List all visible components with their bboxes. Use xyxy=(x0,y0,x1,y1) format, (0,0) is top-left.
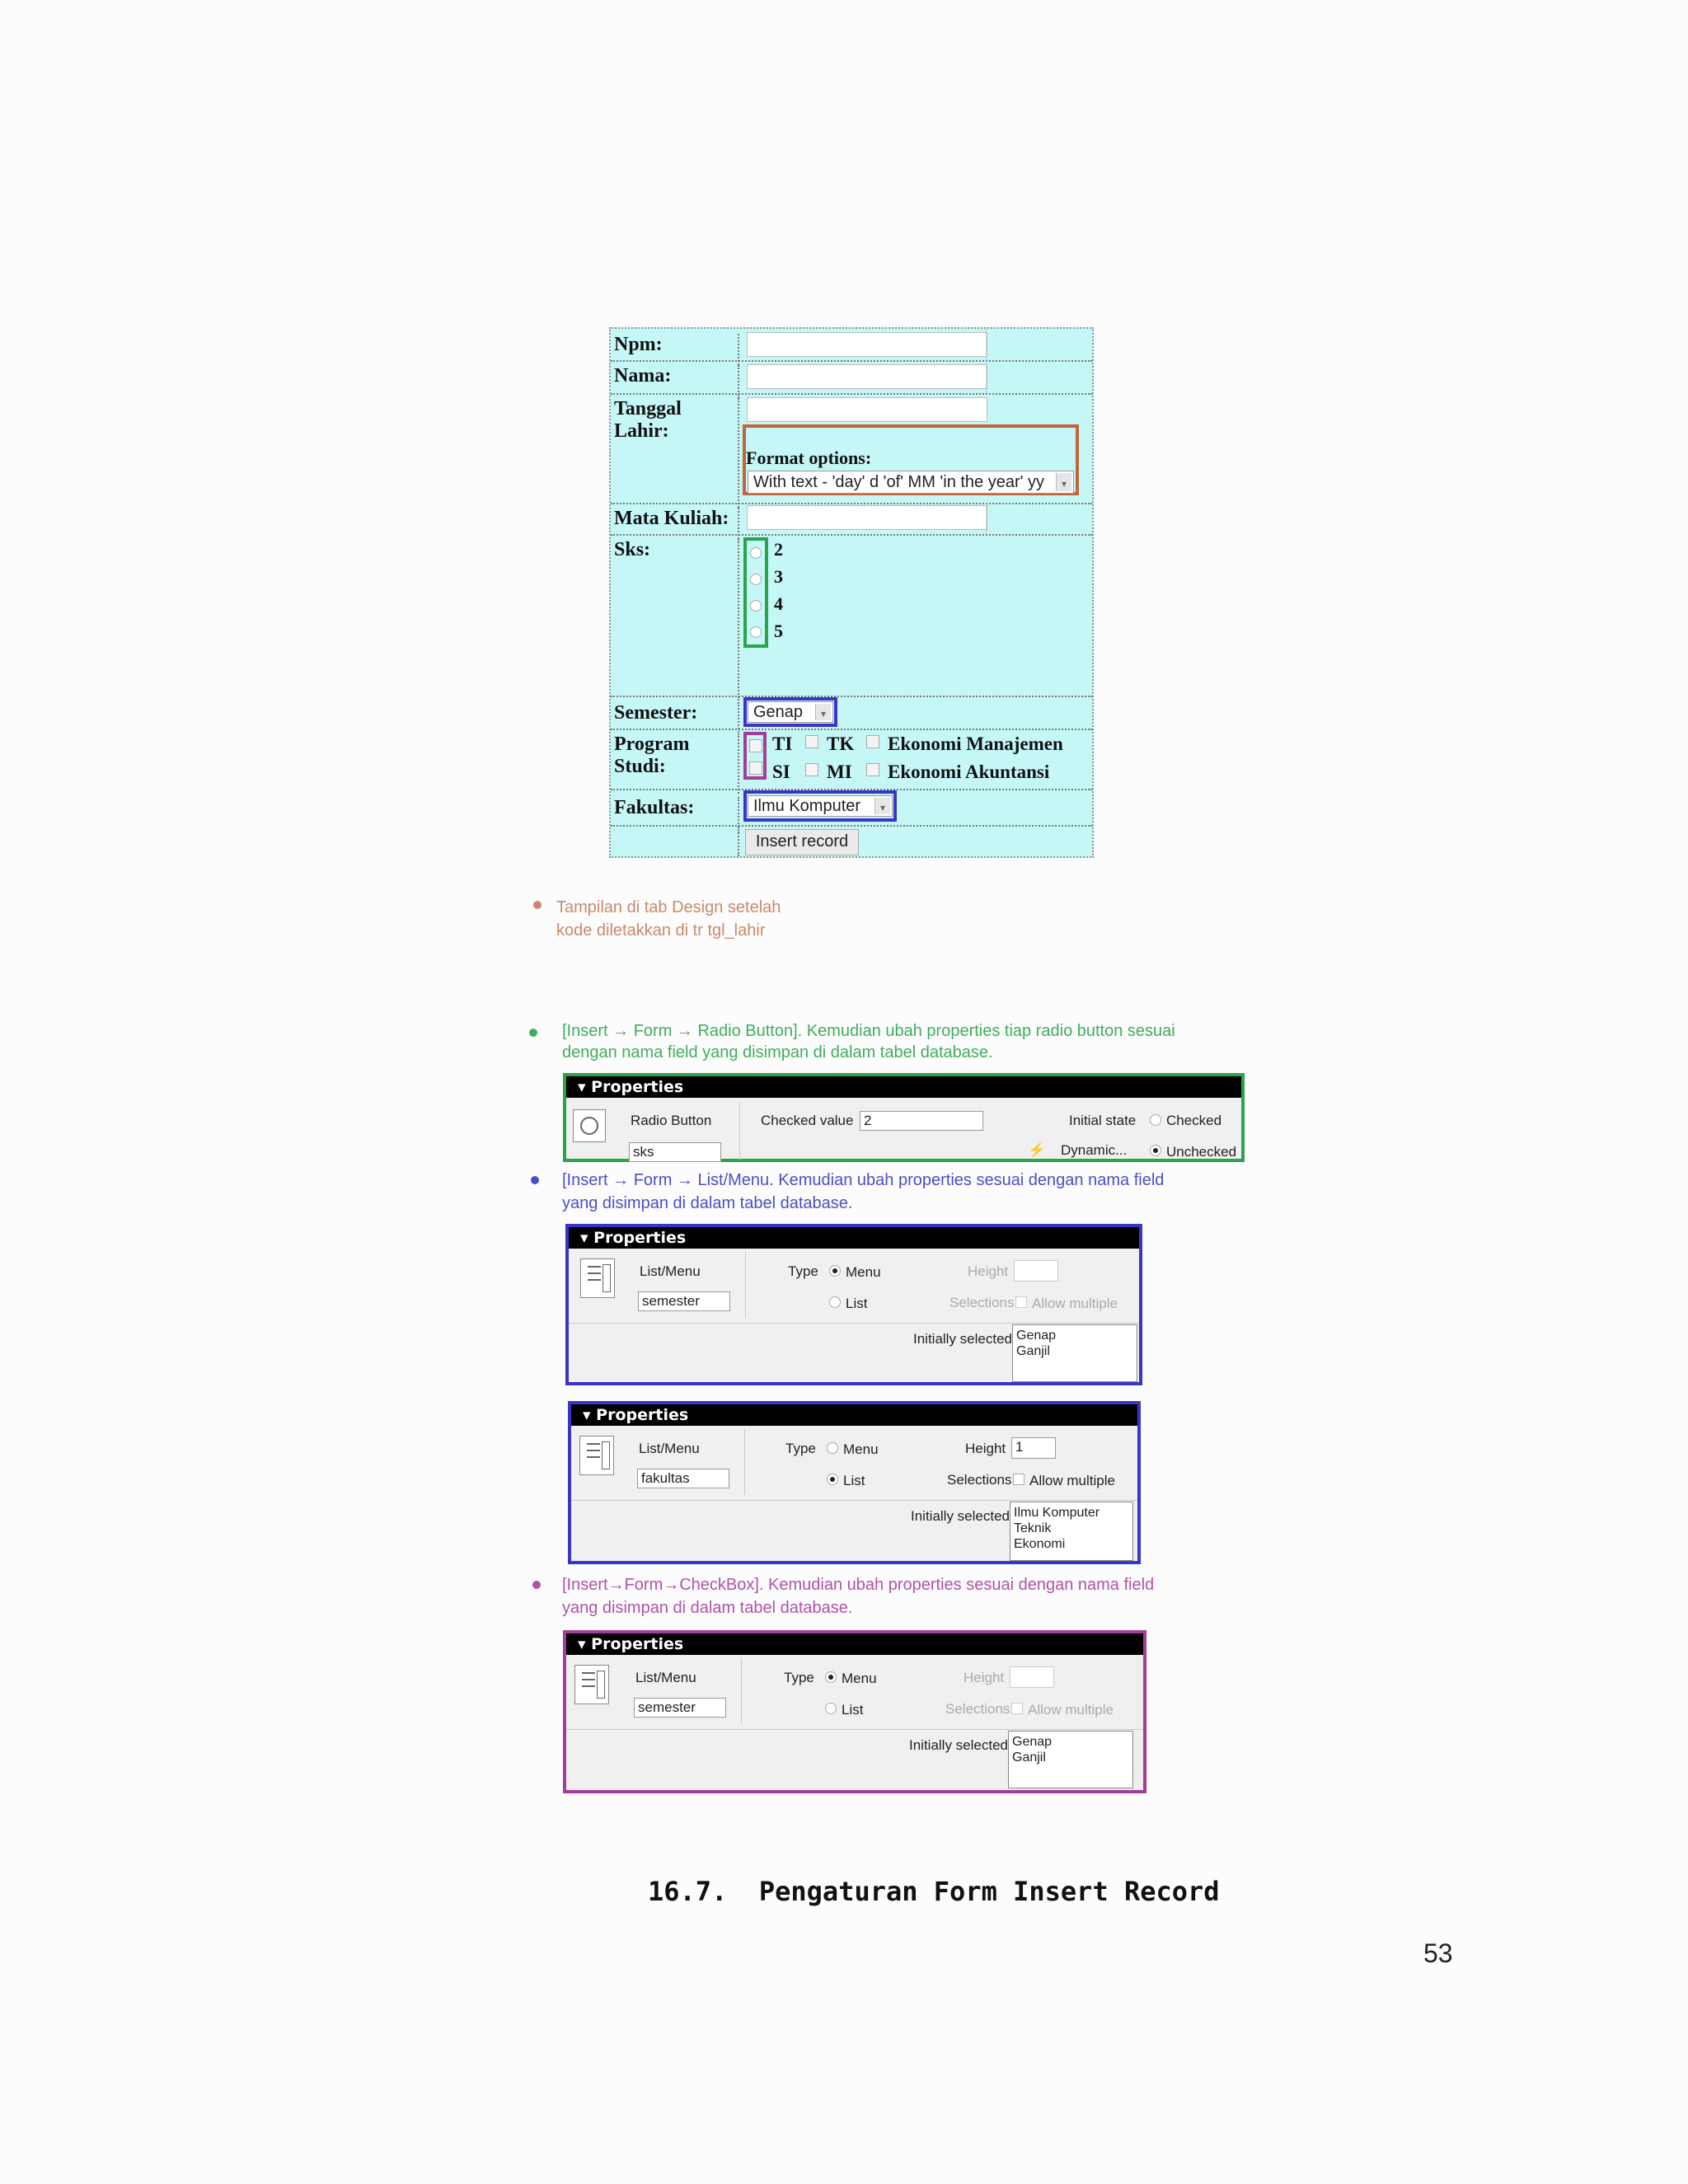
bullet-icon xyxy=(532,1581,541,1589)
checkbox-ti[interactable] xyxy=(749,739,762,752)
design-caption xyxy=(556,896,781,942)
list-option: List xyxy=(842,1702,864,1718)
divider xyxy=(566,1729,1143,1730)
height-input[interactable] xyxy=(1014,1260,1058,1282)
semester-label: Semester: xyxy=(614,702,739,735)
row-sks xyxy=(611,534,1092,697)
list-type-label: List/Menu xyxy=(640,1263,701,1279)
fakultas-select[interactable] xyxy=(748,795,893,817)
type-label: Type xyxy=(784,1670,814,1685)
list-item[interactable]: Genap xyxy=(1016,1329,1057,1343)
selections-label: Selections xyxy=(947,1472,1012,1488)
properties-title-bar: ▾ Properties xyxy=(571,1404,1137,1426)
tanggal-lahir-label: Tanggal Lahir: xyxy=(614,398,739,508)
list-item[interactable]: Genap xyxy=(1012,1735,1053,1749)
list-item[interactable]: Teknik xyxy=(1014,1521,1052,1535)
program-studi-label: Program Studi: xyxy=(614,733,739,794)
semester-list-properties-panel xyxy=(565,1224,1142,1385)
tanggal-lahir-input[interactable] xyxy=(747,397,987,422)
menu-radio[interactable] xyxy=(827,1442,838,1454)
list-menu-icon xyxy=(579,1436,614,1475)
empty-label-cell xyxy=(614,827,739,856)
bullet-icon xyxy=(533,901,542,909)
properties-title: Properties xyxy=(591,1078,684,1096)
radio-type-label: Radio Button xyxy=(631,1113,712,1128)
divider xyxy=(741,1658,742,1724)
lightning-icon: ⚡ xyxy=(1028,1142,1046,1158)
menu-option: Menu xyxy=(842,1671,877,1686)
radio-instruction-line2: dengan nama field yang disimpan di dalam tabel database. xyxy=(562,1043,993,1062)
checked-value-label: Checked value xyxy=(761,1113,854,1128)
menu-option: Menu xyxy=(846,1264,881,1280)
list-menu-icon xyxy=(574,1665,609,1704)
mata-kuliah-label: Mata Kuliah: xyxy=(614,508,739,539)
row-fakultas xyxy=(611,789,1092,827)
list-item[interactable]: Ganjil xyxy=(1016,1344,1050,1358)
format-options-title: Format options: xyxy=(746,448,872,468)
fakultas-list-properties-panel xyxy=(568,1401,1141,1564)
initially-selected-list[interactable] xyxy=(1010,1502,1133,1561)
row-semester xyxy=(611,696,1092,730)
unchecked-option-label: Unchecked xyxy=(1166,1144,1237,1160)
list-option: List xyxy=(843,1473,865,1488)
sks-radio-2[interactable] xyxy=(750,547,762,559)
checkbox-instruction xyxy=(562,1573,1154,1619)
initially-selected-label: Initially selected xyxy=(911,1508,1010,1524)
properties-title: Properties xyxy=(593,1229,687,1247)
row-nama xyxy=(611,360,1092,395)
format-options-select[interactable] xyxy=(748,471,1074,494)
radio-instruction-line1: [Insert → Form → Radio Button]. Kemudian ubah properties tiap radio button sesuai xyxy=(562,1022,1175,1040)
list-name-input[interactable]: fakultas xyxy=(637,1469,729,1488)
chevron-down-icon: ▾ xyxy=(1056,473,1071,491)
list-item[interactable]: Ekonomi xyxy=(1014,1537,1066,1551)
allow-multiple-label: Allow multiple xyxy=(1028,1702,1114,1718)
program-studi-highlight xyxy=(743,732,767,780)
initial-state-label: Initial state xyxy=(1069,1113,1137,1128)
empty-cell xyxy=(986,329,1092,360)
sks-option-5: 5 xyxy=(774,621,783,641)
fakultas-label: Fakultas: xyxy=(614,797,739,833)
sks-radio-4[interactable] xyxy=(750,600,762,612)
divider xyxy=(745,1252,746,1318)
nama-label: Nama: xyxy=(614,365,739,398)
initially-selected-list[interactable] xyxy=(1008,1731,1133,1788)
option-ekonomi-manajemen: Ekonomi Manajemen xyxy=(888,733,1063,754)
mata-kuliah-input[interactable] xyxy=(747,505,987,530)
allow-multiple-checkbox[interactable] xyxy=(1015,1296,1027,1308)
divider xyxy=(744,1429,745,1495)
unchecked-radio[interactable] xyxy=(1150,1145,1161,1156)
format-options-box xyxy=(743,424,1079,495)
sks-option-3: 3 xyxy=(774,566,783,587)
radio-name-input[interactable]: sks xyxy=(629,1142,721,1162)
design-caption-line2: kode diletakkan di tr tgl_lahir xyxy=(556,921,766,940)
chevron-down-icon: ▾ xyxy=(815,704,831,720)
list-menu-icon xyxy=(580,1258,615,1298)
list-type-label: List/Menu xyxy=(635,1670,696,1685)
list-name-input[interactable]: semester xyxy=(638,1291,730,1311)
height-input[interactable]: 1 xyxy=(1011,1437,1056,1459)
menu-option: Menu xyxy=(843,1441,879,1457)
properties-title-bar: ▾ Properties xyxy=(569,1227,1139,1249)
checkbox-tk[interactable] xyxy=(805,735,818,748)
format-options-value: With text - 'day' d 'of' MM 'in the year' yy xyxy=(753,473,1045,491)
fakultas-select-highlight xyxy=(743,790,897,822)
checkbox-mi[interactable] xyxy=(805,763,818,776)
sks-option-4: 4 xyxy=(774,593,783,614)
allow-multiple-checkbox[interactable] xyxy=(1011,1703,1023,1714)
empty-cell xyxy=(986,503,1092,534)
divider xyxy=(571,1500,1137,1501)
list-type-label: List/Menu xyxy=(639,1441,700,1456)
list-name-input[interactable]: semester xyxy=(634,1698,726,1718)
npm-label: Npm: xyxy=(614,334,739,365)
row-mata-kuliah xyxy=(611,503,1092,536)
checkbox-si[interactable] xyxy=(749,762,762,775)
menu-radio[interactable] xyxy=(829,1265,841,1277)
list-instruction-line2: yang disimpan di dalam tabel database. xyxy=(562,1194,853,1212)
semester-select-highlight xyxy=(743,697,837,727)
section-heading: 16.7. Pengaturan Form Insert Record xyxy=(648,1876,1220,1907)
height-label: Height xyxy=(968,1263,1009,1279)
properties-title: Properties xyxy=(596,1406,689,1424)
empty-cell xyxy=(986,360,1092,393)
npm-input[interactable] xyxy=(747,332,987,357)
dynamic-button[interactable]: Dynamic... xyxy=(1061,1142,1128,1158)
height-input[interactable] xyxy=(1010,1666,1054,1688)
allow-multiple-label: Allow multiple xyxy=(1032,1296,1118,1311)
initially-selected-list[interactable] xyxy=(1012,1324,1137,1382)
checked-option-label: Checked xyxy=(1166,1113,1222,1128)
bullet-icon xyxy=(531,1176,539,1184)
radio-properties-panel xyxy=(563,1073,1245,1162)
checkbox-ekonomi-akuntansi[interactable] xyxy=(866,763,879,776)
semester-value: Genap xyxy=(753,703,804,721)
option-mi: MI xyxy=(827,762,852,782)
insert-record-button[interactable]: Insert record xyxy=(745,829,859,855)
allow-multiple-checkbox[interactable] xyxy=(1013,1474,1025,1485)
sks-option-2: 2 xyxy=(774,539,783,560)
checkbox-ekonomi-manajemen[interactable] xyxy=(866,735,879,748)
divider xyxy=(569,1323,1139,1324)
sks-radio-5[interactable] xyxy=(750,626,762,638)
list-item[interactable]: Ilmu Komputer xyxy=(1014,1506,1100,1520)
design-view-form xyxy=(609,327,1094,858)
page-number: 53 xyxy=(1423,1938,1453,1968)
type-label: Type xyxy=(788,1263,818,1279)
list-item[interactable]: Ganjil xyxy=(1012,1750,1046,1765)
semester-select[interactable] xyxy=(748,701,833,723)
selections-label: Selections xyxy=(950,1295,1015,1310)
checkbox-instruction-line2: yang disimpan di dalam tabel database. xyxy=(562,1599,853,1617)
divider xyxy=(739,1103,740,1160)
radio-button-icon xyxy=(573,1109,606,1142)
option-ekonomi-akuntansi: Ekonomi Akuntansi xyxy=(888,762,1050,782)
sks-radio-3[interactable] xyxy=(750,574,762,585)
sks-label: Sks: xyxy=(614,539,739,701)
list-instruction xyxy=(562,1169,1164,1215)
height-label: Height xyxy=(964,1670,1005,1685)
initially-selected-label: Initially selected xyxy=(913,1331,1013,1347)
checked-radio[interactable] xyxy=(1150,1114,1161,1126)
list-radio[interactable] xyxy=(829,1296,841,1308)
height-label: Height xyxy=(965,1441,1006,1456)
list-instruction-line1: [Insert → Form → List/Menu. Kemudian ubah properties sesuai dengan nama field xyxy=(562,1171,1165,1189)
list-option: List xyxy=(846,1296,868,1311)
option-si: SI xyxy=(772,762,790,782)
sks-radio-group xyxy=(743,537,768,648)
properties-title-bar: ▾ Properties xyxy=(566,1076,1241,1098)
row-npm xyxy=(611,329,1092,362)
selections-label: Selections xyxy=(945,1701,1010,1717)
bullet-icon xyxy=(529,1029,537,1037)
radio-instruction xyxy=(562,1020,1175,1063)
menu-radio[interactable] xyxy=(825,1671,837,1683)
design-caption-line1: Tampilan di tab Design setelah xyxy=(556,898,781,916)
checkbox-instruction-line1: [Insert→Form→CheckBox]. Kemudian ubah properties sesuai dengan nama field xyxy=(562,1576,1155,1594)
chevron-down-icon: ▾ xyxy=(874,798,890,814)
allow-multiple-label: Allow multiple xyxy=(1029,1473,1115,1488)
initially-selected-label: Initially selected xyxy=(909,1737,1009,1753)
checkbox-properties-panel xyxy=(563,1630,1146,1793)
row-program-studi xyxy=(611,729,1092,790)
option-tk: TK xyxy=(827,733,855,754)
checked-value-input[interactable]: 2 xyxy=(860,1111,983,1131)
nama-input[interactable] xyxy=(747,364,987,389)
list-radio[interactable] xyxy=(825,1703,837,1714)
properties-title-bar: ▾ Properties xyxy=(566,1633,1143,1655)
type-label: Type xyxy=(785,1441,816,1456)
list-radio[interactable] xyxy=(827,1474,838,1485)
option-ti: TI xyxy=(772,733,793,754)
fakultas-value: Ilmu Komputer xyxy=(753,797,861,815)
row-tanggal-lahir xyxy=(611,393,1092,504)
properties-title: Properties xyxy=(591,1635,684,1653)
